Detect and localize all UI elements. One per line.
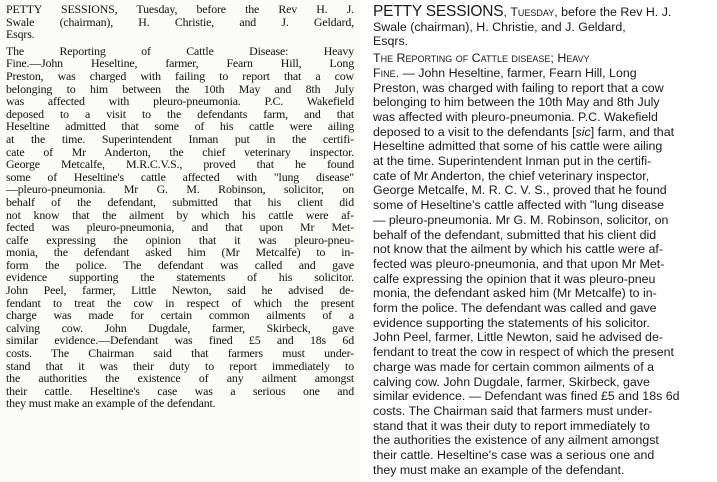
clipping-line: calving cow. John Dugdale, farmer, Skirbeck, gave <box>6 320 354 335</box>
clipping-line: charge was made for certain common ailments of a <box>6 308 354 323</box>
section-title: PETTY SESSIONS <box>373 3 504 20</box>
body-line: evidence supporting the statements of his solicitor. <box>373 315 650 330</box>
heading-rest: , before the Rev H. J. <box>554 5 672 19</box>
sic-annotation: sic <box>575 124 591 139</box>
clipping-line: The Reporting of Cattle Disease: Heavy <box>6 43 354 58</box>
body-line: Preston, was charged with failing to report that a cow <box>373 80 664 95</box>
column-divider <box>362 0 366 482</box>
body-line: Heseltine admitted that some of his cattle were ailing <box>373 139 663 154</box>
body-line: charge was made for certain common ailments of a <box>373 359 654 374</box>
clipping-line: costs. The Chairman said that farmers must under- <box>6 346 354 361</box>
body-line: calfe expressing the opinion that it was pleuro-pneu <box>373 271 656 286</box>
body-line: they must make an example of the defendant. <box>373 462 625 477</box>
clipping-line: similar evidence.—Defendant was fined £5 and 18s 6d <box>6 333 354 348</box>
clipping-line: at the time. Superintendent Inman put in the certifi- <box>6 131 354 146</box>
clipping-line: Swale (chairman), H. Christie, and J. Geldard, <box>6 14 354 29</box>
clipping-line: fected was pleuro-pneumonia, and that upon Mr Met- <box>6 220 354 235</box>
body-line: was affected with pleuro-pneumonia. P.C. Wakefield <box>373 109 658 124</box>
body-line: at the time. Superintendent Inman put in the certifi- <box>373 154 652 169</box>
clipping-line: cate of Mr Anderton, the chief veterinary inspector. <box>6 144 354 159</box>
body-line: their cattle. Heseltine's case was a serious one and <box>373 448 655 463</box>
body-line: monia, the defendant asked him (Mr Metcalfe) to in- <box>373 286 657 301</box>
body-line: not know that the ailment by which his cattle were af- <box>373 242 663 257</box>
clipping-line: not know that the ailment by which his cattle were af- <box>6 207 354 222</box>
body-line: cate of Mr Anderton, the chief veterinary inspector, <box>373 168 650 183</box>
transcription-line: Swale (chairman), H. Christie, and J. Geldard, <box>373 19 626 34</box>
body-line: behalf of the defendant, submitted that his client did <box>373 227 657 242</box>
body-line: deposed to a visit to the defendants [ <box>373 124 576 139</box>
body-line: fendant to treat the cow in respect of which the present <box>373 345 674 360</box>
clipping-line: deposed to a visit to the defendants farm, and that <box>6 106 354 121</box>
body-line: costs. The Chairman said that farmers must under- <box>373 403 653 418</box>
body-line: calving cow. John Dugdale, farmer, Skirbeck, gave <box>373 374 650 389</box>
clipping-line: —pleuro-pneumonia. Mr G. M. Robinson, solicitor, on <box>6 182 354 197</box>
body-line: George Metcalfe, M. R. C. V. S., proved that he found <box>373 183 667 198</box>
clipping-line: Esqrs. <box>6 27 35 42</box>
clipping-line: evidence supporting the statements of his solicitor. <box>6 270 354 285</box>
body-line: fected was pleuro-pneumonia, and that upon Mr Met- <box>373 256 665 271</box>
body-line: . — John Heseltine, farmer, Fearn Hill, Long <box>395 65 637 80</box>
clipping-line: Heseltine admitted that some of his cattle were ailing <box>6 119 354 134</box>
body-line: John Peel, farmer, Little Newton, said he advised de- <box>373 330 663 345</box>
clipping-line: Preston, was charged with failing to report that a cow <box>6 68 354 83</box>
body-line: — pleuro-pneumonia. Mr G. M. Robinson, solicitor, on <box>373 212 669 227</box>
clipping-line: calfe expressing the opinion that it was pleuro-pneu- <box>6 232 354 247</box>
clipping-line: belonging to him between the 10th May and 8th July <box>6 81 354 96</box>
transcription <box>370 0 717 482</box>
clipping-line: they must make an example of the defendant. <box>6 396 216 411</box>
clipping-line: Fine.—John Heseltine, farmer, Fearn Hill, Long <box>6 56 354 71</box>
clipping-line: fendant to treat the cow in respect of which the present <box>6 295 354 310</box>
heading-day: Tuesday <box>510 5 555 19</box>
clipping-line: some of Heseltine's cattle affected with "lung disease" <box>6 169 354 184</box>
body-line: some of Heseltine's cattle affected with "lung disease <box>373 198 664 213</box>
transcription-line: Esqrs. <box>373 34 409 49</box>
clipping-line: George Metcalfe, M.R.C.V.S., proved that he found <box>6 157 354 172</box>
clipping-line: was affected with pleuro-pneumonia. P.C. Wakefield <box>6 94 354 109</box>
body-line: the authorities the existence of any ailment amongst <box>373 433 659 448</box>
clipping-line: the authorities the existence of any ailment amongst <box>6 371 354 386</box>
clipping-line: form the police. The defendant was called and gave <box>6 257 354 272</box>
clipping-line: stand that it was their duty to report immediately to <box>6 358 354 373</box>
clipping-line: monia, the defendant asked him (Mr Metcalfe) to in- <box>6 245 354 260</box>
transcription-line <box>373 66 717 81</box>
body-line: stand that it was their duty to report immediately to <box>373 418 650 433</box>
clipping-line: behalf of the defendant, submitted that his client did <box>6 194 354 209</box>
body-line: belonging to him between the 10th May and 8th July <box>373 95 660 110</box>
clipping-line: PETTY SESSIONS, Tuesday, before the Rev H. J. <box>6 2 354 16</box>
transcription-line <box>373 125 717 140</box>
article-title: The Reporting of Cattle disease; Heavy <box>373 51 590 66</box>
clipping-line: John Peel, farmer, Little Newton, said he advised de- <box>6 283 354 298</box>
sic-after: ] farm, and that <box>590 124 675 139</box>
body-line: similar evidence. — Defendant was fined £5 and 18s 6d <box>373 389 680 404</box>
transcription-heading: PETTY SESSIONS, Tuesday, before the Rev H. J. <box>373 3 672 20</box>
article-title-end: Fine <box>373 65 396 80</box>
body-line: form the police. The defendant was called and gave <box>373 301 657 316</box>
clipping-line: their cattle. Heseltine's case was a serious one and <box>6 383 354 398</box>
